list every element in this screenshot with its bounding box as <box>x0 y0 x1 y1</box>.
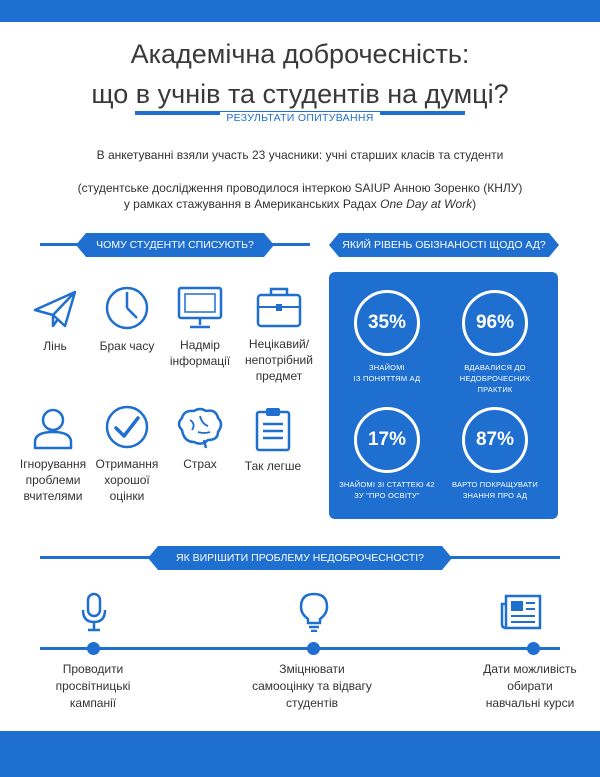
paper-plane-icon <box>31 288 79 332</box>
title-line-1: Академічна доброчесність: <box>130 39 470 69</box>
research-note: (студентське дослідження проводилося інтеркою SAIUP Анною Зоренко (КНЛУ) у рамках стажування в Американських Радах One Day at Work) <box>77 181 523 211</box>
top-bar <box>0 0 600 22</box>
stat-caption: ЗНАЙОМІ ІЗ ПОНЯТТЯМ АД <box>353 363 421 383</box>
solutions-timeline <box>40 647 560 650</box>
reasons-banner: ЧОМУ СТУДЕНТИ СПИСУЮТЬ? <box>86 233 264 257</box>
stat-ring: 96% <box>462 290 528 356</box>
reason-item <box>236 284 322 384</box>
stat-item <box>445 290 545 395</box>
stat-ring: 35% <box>354 290 420 356</box>
reason-label: Так легше <box>244 459 302 473</box>
stat-ring: 87% <box>462 407 528 473</box>
solutions-banner: ЯК ВИРІШИТИ ПРОБЛЕМУ НЕДОБРОЧЕСНОСТІ? <box>158 546 442 570</box>
brain-icon <box>174 406 226 450</box>
awareness-panel <box>329 272 558 519</box>
stat-ring: 17% <box>354 407 420 473</box>
reason-label: Ігнорування проблеми вчителями <box>19 457 87 503</box>
stat-item <box>337 290 437 384</box>
subtitle: РЕЗУЛЬТАТИ ОПИТУВАННЯ <box>150 112 450 124</box>
timeline-dot <box>527 642 540 655</box>
solution-label: Зміцнювати самооцінку та відвагу студентів <box>252 662 372 710</box>
reason-label: Нецікавий/ непотрібний предмет <box>245 337 313 383</box>
participants-text: В анкетуванні взяли участь 23 учасники: учні старших класів та студенти <box>96 148 504 162</box>
timeline-dot <box>87 642 100 655</box>
timeline-dot <box>307 642 320 655</box>
briefcase-icon <box>254 284 304 330</box>
stat-caption: ЗНАЙОМІ ЗІ СТАТТЕЮ 42 ЗУ "ПРО ОСВІТУ" <box>339 480 435 500</box>
lightbulb-icon <box>299 592 329 632</box>
page-title <box>40 34 560 114</box>
reason-label: Отримання хорошої оцінки <box>95 457 159 503</box>
awareness-banner: ЯКИЙ РІВЕНЬ ОБІЗНАНОСТІ ЩОДО АД? <box>339 233 549 257</box>
user-icon <box>31 406 75 450</box>
reason-label: Брак часу <box>99 339 155 353</box>
monitor-icon <box>176 285 224 331</box>
stat-item <box>445 407 545 501</box>
stat-item <box>337 407 437 501</box>
reason-label: Надмір інформації <box>169 338 231 368</box>
reason-label: Лінь <box>43 339 67 353</box>
reason-label: Страх <box>183 457 217 471</box>
clock-icon <box>103 284 151 332</box>
solution-label: Проводити просвітницькі кампанії <box>55 662 131 710</box>
reason-item <box>230 406 316 474</box>
reason-item <box>157 285 243 369</box>
stat-caption: ВДАВАЛИСЯ ДО НЕДОБРОЧЕСНИХ ПРАКТИК <box>459 363 531 394</box>
bottom-bar <box>0 731 600 777</box>
clipboard-icon <box>253 406 293 452</box>
microphone-icon <box>80 592 108 632</box>
stat-caption: ВАРТО ПОКРАЩУВАТИ ЗНАННЯ ПРО АД <box>451 480 539 500</box>
newspaper-icon <box>500 594 542 630</box>
checkmark-icon <box>104 404 150 450</box>
solution-label: Дати можливість обирати навчальні курси <box>483 662 577 710</box>
title-line-2: що в учнів та студентів на думці? <box>91 79 509 109</box>
